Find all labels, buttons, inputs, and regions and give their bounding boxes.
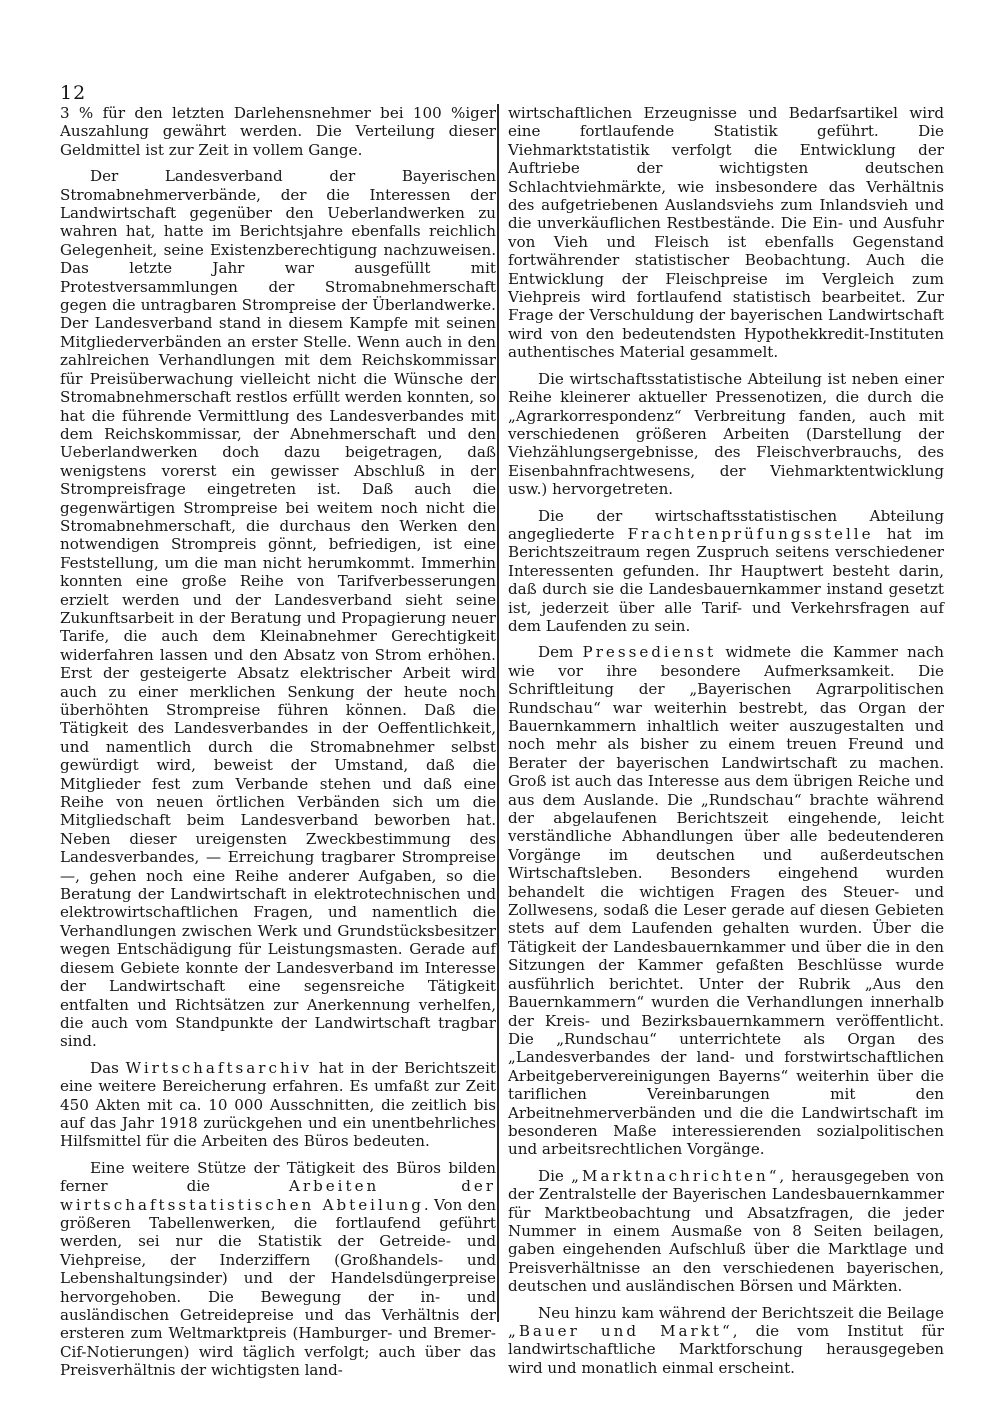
- paragraph: Der Landesverband der Bayerischen Stromabnehmerverbände, der die Interessen der Landwirtschaft gegenüber den Ueberlandwerken zu wahren hat, hatte im Berichtsjahre ebenfalls reichlich Gelegenheit, seine Existenzberechtigung nachzuweisen. Das letzte Jahr war ausgefüllt mit Protestversammlungen der Stromabnehmerschaft gegen die untragbaren Strompreise der Überlandwerke. Der Landesverband stand in diesem Kampfe mit seinen Mitgliederverbänden an erster Stelle. Wenn auch in den zahlreichen Verhandlungen mit dem Reichskommissar für Preisüberwachung vielleicht nicht die Wünsche der Stromabnehmerschaft restlos erfüllt werden konnten, so hat die führende Vermittlung des Landesverbandes mit dem Reichskommissar, der Abnehmerschaft und den Ueberlandwerken doch dazu beigetragen, daß wenigstens vorerst ein gewisser Abschluß in der Strompreisfrage eingetreten ist. Daß auch die gegenwärtigen Strompreise bei weitem noch nicht die Stromabnehmerschaft, die durchaus den Werken den notwendigen Strompreis gönnt, befriedigen, ist eine Feststellung, um die man nicht herumkommt. Immerhin konnten eine große Reihe von Tarifverbesserungen erzielt werden und der Landesverband sieht seine Zukunftsarbeit in der Beratung und Propagierung neuer Tarife, die auch dem Kleinabnehmer Gerechtigkeit widerfahren lassen und den Absatz von Strom erhöhen. Erst der gesteigerte Absatz elektrischer Arbeit wird auch zu einer merklichen Senkung der heute noch überhöhten Strompreise führen können. Daß die Tätigkeit des Landesverbandes in der Oeffentlichkeit, und namentlich durch die Stromabnehmer selbst gewürdigt wird, beweist der Umstand, daß die Mitglieder fest zum Verbande stehen und daß eine Reihe von neuen örtlichen Verbänden sich um die Mitgliedschaft beim Landesverband beworben hat. Neben dieser ureigensten Zweckbestimmung des Landesverbandes, — Erreichung tragbarer Strompreise —, gehen noch eine Reihe anderer Aufgaben, so die Beratung der Landwirtschaft in elektrotechnischen und elektrowirtschaftlichen Fragen, und namentlich die Verhandlungen zwischen Werk und Grundstücksbesitzer wegen Entschädigung für Leistungsmasten. Gerade auf diesem Gebiete konnte der Landesverband im Interesse der Landwirtschaft eine segensreiche Tätigkeit entfalten und Richtsätzen zur Anerkennung verhelfen, die auch vom Standpunkte der Landwirtschaft tragbar sind.: [60, 167, 496, 1051]
- text-run: . Von den größeren Tabellenwerken, die fortlaufend geführt werden, sei nur die Statistik der Getreide- und Viehpreise, der Inderziffern (Großhandels- und Lebenshaltungsinder) und der Handelsdüngerpreise hervorgehoben. Die Bewegung der in- und ausländischen Getreidepreise und das Verhältnis der ersteren zum Weltmarktpreis (Hamburger- und Bremer-Cif-Notierungen) wird täglich verfolgt; auch über das Preisverhältnis der wichtigsten land-: [60, 1195, 496, 1380]
- left-column: [60, 104, 496, 1388]
- text-run: , die vom Institut für landwirtschaftliche Marktforschung herausgegeben wird und monatlich einmal erscheint.: [508, 1322, 944, 1377]
- page-number: 12: [60, 82, 87, 104]
- paragraph: [508, 1304, 944, 1378]
- text-run: Eine weitere Stütze der Tätigkeit des Büros bilden ferner die: [60, 1158, 496, 1196]
- emphasized-term: Arbeiten der wirtschaftsstatistischen Abteilung: [60, 1177, 496, 1214]
- text-run: Die der wirtschaftsstatistischen Abteilung angegliederte: [508, 506, 944, 543]
- paragraph: [60, 1059, 496, 1151]
- text-run: Das: [90, 1058, 126, 1077]
- text-run: Dem: [538, 643, 583, 662]
- paragraph: wirtschaftlichen Erzeugnisse und Bedarfsartikel wird eine fortlaufende Statistik geführt. Die Viehmarktstatistik verfolgt die Entwicklung der Auftriebe der wichtigsten deutschen Schlachtviehmärkte, wie insbesondere das Verhältnis des aufgetriebenen Auslandsviehs zum Inlandsvieh und die unverkäuflichen Restbestände. Die Ein- und Ausfuhr von Vieh und Fleisch ist ebenfalls Gegenstand fortwährender statistischer Beobachtung. Auch die Entwicklung der Fleischpreise im Vergleich zum Viehpreis wird fortlaufend statistisch bearbeitet. Zur Frage der Verschuldung der bayerischen Landwirtschaft wird von den bedeutendsten Hypothekkredit-Instituten authentisches Material gesammelt.: [508, 104, 944, 362]
- emphasized-term: Wirtschaftsarchiv: [125, 1058, 313, 1077]
- paragraph: [508, 643, 944, 1158]
- paragraph: Die wirtschaftsstatistische Abteilung ist neben einer Reihe kleinerer aktueller Pressenotizen, die durch die „Agrarkorrespondenz“ Verbreitung fanden, auch mit verschiedenen größeren Arbeiten (Darstellung der Viehzählungsergebnisse, des Fleischverbrauchs, des Eisenbahnfrachtwesens, der Viehmarktentwicklung usw.) hervorgetreten.: [508, 369, 944, 499]
- text-run: hat im Berichtszeitraum regen Zuspruch seitens verschiedener Interessenten gefunden. Ihr Hauptwert besteht darin, daß durch sie die Landesbauernkammer instand gesetzt ist, jederzeit über alle Tarif- und Verkehrsfragen auf dem Laufenden zu sein.: [508, 524, 944, 635]
- text-run: widmete die Kammer nach wie vor ihre besondere Aufmerksamkeit. Die Schriftleitung der „Bayerischen Agrarpolitischen Rundschau“ war weiterhin bestrebt, das Organ der Bauernkammern inhaltlich weiter auszugestalten und noch mehr als bisher zu einem treuen Freund und Berater der bayerischen Landwirtschaft zu machen. Groß ist auch das Interesse aus dem übrigen Reiche und aus dem Auslande. Die „Rundschau“ brachte während der abgelaufenen Berichtszeit eingehende, leicht verständliche Abhandlungen über alle bedeutenderen Vorgänge im deutschen und außerdeutschen Wirtschaftsleben. Besonders eingehend wurden behandelt die wichtigen Fragen des Steuer- und Zollwesens, sodaß die Leser gerade auf diesen Gebieten stets auf dem Laufenden gehalten wurden. Über die Tätigkeit der Landesbauernkammer und über die in den Sitzungen der Kammer gefaßten Beschlüsse wurde ausführlich berichtet. Unter der Rubrik „Aus den Bauernkammern“ wurden die Verhandlungen innerhalb der Kreis- und Bezirksbauernkammern veröffentlicht. Die „Rundschau“ unterrichtete als Organ des „Landesverbandes der land- und forstwirtschaftlichen Arbeitgebervereinigungen Bayerns“ weiterhin über die tariflichen Vereinbarungen mit den Arbeitnehmerverbänden und die die Landwirtschaft im besonderen Maße interessierenden sozialpolitischen und arbeitsrechtlichen Vorgänge.: [508, 643, 944, 1159]
- emphasized-term: „Bauer und Markt“: [508, 1322, 733, 1340]
- column-divider: [497, 104, 499, 1322]
- text-run: Die: [538, 1166, 572, 1185]
- emphasized-term: „Marktnachrichten“: [571, 1166, 780, 1185]
- paragraph: [60, 1159, 496, 1380]
- text-run: hat in der Berichtszeit eine weitere Bereicherung erfahren. Es umfaßt zur Zeit 450 Akten mit ca. 10 000 Ausschnitten, die zeitlich bis auf das Jahr 1918 zurückgehen und ein unentbehrliches Hilfsmittel für die Arbeiten des Büros bedeuten.: [60, 1058, 496, 1151]
- paragraph: [508, 507, 944, 636]
- paragraph: [508, 1167, 944, 1296]
- text-run: , herausgegeben von der Zentralstelle der Bayerischen Landesbauernkammer für Marktbeobachtung und Absatzfragen, die jeder Nummer in einem Ausmaße von 8 Seiten beilagen, gaben eingehenden Aufschluß über die Marktlage und Preisverhältnisse an den verschiedenen bayerischen, deutschen und ausländischen Börsen und Märkten.: [508, 1166, 944, 1296]
- emphasized-term: Frachtenprüfungsstelle: [627, 524, 874, 543]
- emphasized-term: Pressedienst: [582, 643, 717, 662]
- right-column: [508, 104, 944, 1385]
- text-run: Neu hinzu kam während der Berichtszeit die Beilage: [538, 1303, 944, 1322]
- paragraph: 3 % für den letzten Darlehensnehmer bei 100 %iger Auszahlung gewährt werden. Die Verteilung dieser Geldmittel ist zur Zeit in vollem Gange.: [60, 104, 496, 159]
